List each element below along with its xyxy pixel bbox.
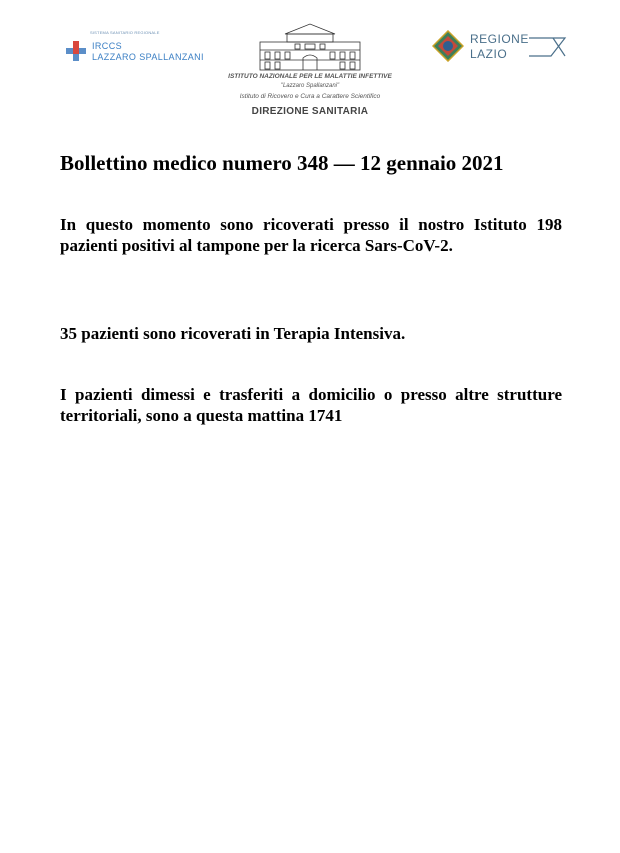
regione-lazio-emblem-icon (432, 30, 464, 62)
letterhead (0, 0, 620, 130)
bulletin-title: Bollettino medico numero 348 — 12 gennaio 2021 (60, 151, 504, 175)
regione-lazio-logo (432, 30, 567, 70)
logo-small-text: SISTEMA SANITARIO REGIONALE (90, 30, 160, 35)
institute-building-icon (250, 20, 370, 72)
regione-label: REGIONE (470, 32, 529, 46)
institute-name: ISTITUTO NAZIONALE PER LE MALATTIE INFETTIVE (228, 73, 392, 80)
regione-lazio-swoosh-icon (527, 34, 567, 60)
bulletin-paragraph-discharged: I pazienti dimessi e trasferiti a domicilio o presso altre strutture territoriali, sono a questa mattina 1741 (60, 385, 562, 425)
medical-cross-icon (65, 40, 87, 62)
lazio-label: LAZIO (470, 47, 508, 61)
logo-line-spallanzani: LAZZARO SPALLANZANI (92, 52, 204, 62)
irccs-spallanzani-logo (60, 30, 220, 70)
department-name: DIREZIONE SANITARIA (251, 106, 369, 117)
institute-description: Istituto di Ricovero e Cura a Carattere Scientifico (239, 93, 381, 100)
institute-subname: "Lazzaro Spallanzani" (280, 83, 340, 89)
bulletin-paragraph-hospitalized: In questo momento sono ricoverati presso il nostro Istituto 198 pazienti positivi al tampone per la ricerca Sars-CoV-2. (60, 215, 562, 255)
logo-line-irccs: IRCCS (92, 41, 123, 51)
bulletin-paragraph-intensive-care: 35 pazienti sono ricoverati in Terapia Intensiva. (60, 324, 406, 343)
